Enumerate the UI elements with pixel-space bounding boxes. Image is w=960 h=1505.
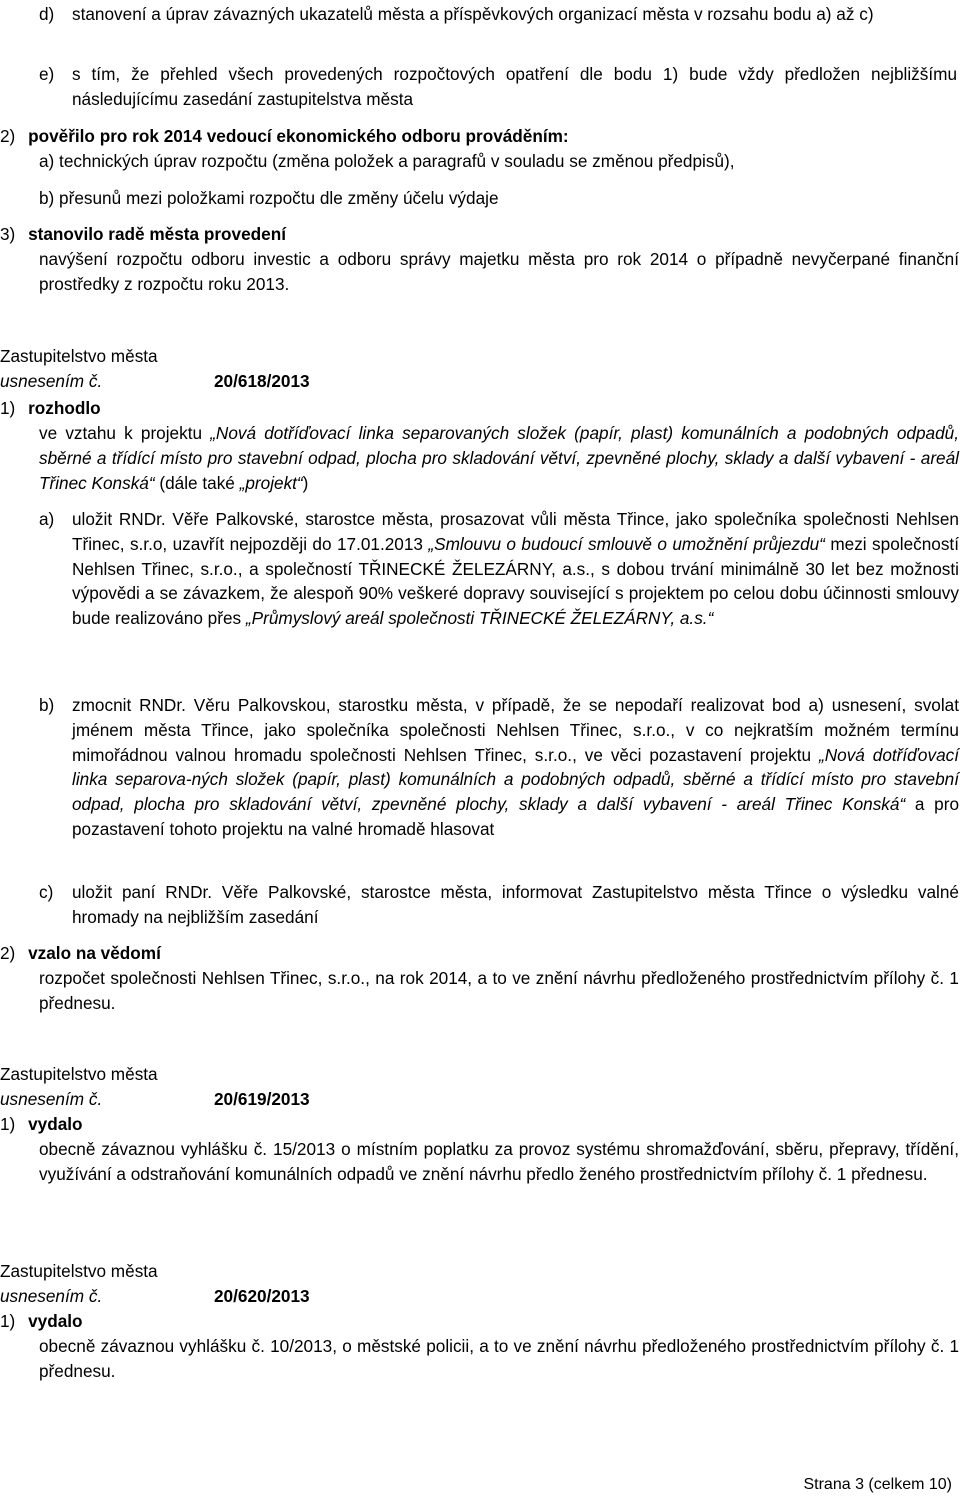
project-name: „Nová dotříďovací linka separovaných složek (papír, plast) komunálních a podobných odpadů, sběrné a třídící místo pro stavební odpad, plocha pro skladování větví, zpevněné plochy, sklady a další vybavení - areál Třinec Konská“: [39, 423, 959, 493]
res618-point-2: [0, 941, 161, 966]
item-label: b): [39, 695, 55, 715]
item-e: e) s tím, že přehled všech provedených rozpočtových opatření dle bodu 1) bude vždy předložen nejbližšímu následujícímu zasedání zastupitelstva města: [39, 64, 957, 109]
point-number: 1): [0, 1311, 16, 1331]
point-heading: vydalo: [28, 1311, 83, 1331]
res620-point-1: [0, 1309, 83, 1334]
res618-point-2-body: rozpočet společnosti Nehlsen Třinec, s.r.o., na rok 2014, a to ve znění návrhu předloženého prostřednictvím přílohy č. 1 přednesu.: [39, 968, 959, 1013]
res618-point-1-body: [39, 421, 959, 495]
resolution-label: usnesením č.: [0, 1089, 103, 1109]
point-heading: pověřilo pro rok 2014 vedoucí ekonomického odboru prováděním:: [28, 126, 569, 146]
item-b-text: [72, 693, 959, 842]
text-run: mezi společností Nehlsen Třinec, s.r.o., a společností TŘINECKÉ ŽELEZÁRNY, a.s., s dobou trvání minimálně 30 let bez možnosti výpovědi a se závazkem, že alespoň 90% veškeré dopravy související s projektem po celou dobu účinnosti smlouvy bude realizováno přes: [72, 533, 959, 629]
point-heading: stanovilo radě města provedení: [28, 224, 286, 244]
prev-point-3: [0, 222, 958, 247]
text-run: a pro pozastavení tohoto projektu na valné hromadě hlasovat: [72, 794, 960, 839]
item-e-text: s tím, že přehled všech provedených rozpočtových opatření dle bodu 1) bude vždy předložen nejbližšímu následujícímu zasedání zastupitelstva města: [72, 64, 957, 109]
point-number: 2): [0, 126, 16, 146]
item-c-text: uložit paní RNDr. Věře Palkovské, starostce města, informovat Zastupitelstvo města Třince o výsledku valné hromady na nejbližším zasedání: [72, 882, 959, 927]
item-label: a): [39, 509, 55, 529]
res618-item-c: [39, 880, 959, 930]
resolution-label: usnesením č.: [0, 1286, 103, 1306]
council-name: Zastupitelstvo města: [0, 1064, 158, 1084]
resolution-number: 20/618/2013: [214, 371, 310, 391]
point-heading: vydalo: [28, 1114, 83, 1134]
resolution-number: 20/620/2013: [214, 1286, 310, 1306]
contract-name: „Smlouvu o budoucí smlouvě o umožnění průjezdu“: [428, 533, 825, 554]
prev-point-2-a: a) technických úprav rozpočtu (změna položek a paragrafů v souladu se změnou předpisů),: [39, 151, 735, 171]
point-number: 1): [0, 1114, 16, 1134]
text-run: ): [302, 472, 309, 493]
prev-point-2-b: b) přesunů mezi položkami rozpočtu dle změny účelu výdaje: [39, 188, 499, 208]
res619-point-1-body: obecně závaznou vyhlášku č. 15/2013 o místním poplatku za provoz systému shromažďování, sběru, přepravy, třídění, využívání a odstraňování komunálních odpadů ve znění návrhu předlo ženého prostřednictvím přílohy č. 1 přednesu.: [39, 1139, 959, 1184]
res620-point-1-body: obecně závaznou vyhlášku č. 10/2013, o městské policii, a to ve znění návrhu předloženého prostřednictvím přílohy č. 1 přednesu.: [39, 1336, 959, 1381]
project-name: „Nová dotříďovací linka separova-ných složek (papír, plast) komunálních a podobných odpadů, sběrné a třídící místo pro stavební odpad, plocha pro skladování větví, zpevněné plochy, sklady a další vybavení - areál Třinec Konská“: [72, 744, 959, 815]
prev-point-2: [0, 124, 958, 149]
res619-point-1: [0, 1112, 83, 1137]
point-heading: vzalo na vědomí: [28, 943, 161, 963]
text-run: ve vztahu k projektu: [39, 423, 211, 443]
project-alias: „projekt“: [239, 472, 303, 493]
prev-point-3-body: navýšení rozpočtu odboru investic a odboru správy majetku města pro rok 2014 o případně nevyčerpané finanční prostředky z rozpočtu roku 2013.: [39, 249, 959, 294]
item-label: c): [39, 882, 54, 902]
res618-item-b: [39, 693, 959, 842]
point-number: 3): [0, 224, 16, 244]
council-name: Zastupitelstvo města: [0, 346, 158, 366]
point-number: 2): [0, 943, 16, 963]
item-d-text: stanovení a úprav závazných ukazatelů města a příspěvkových organizací města v rozsahu bodu a) až c): [72, 4, 874, 24]
res618-item-a: [39, 507, 959, 631]
resolution-label: usnesením č.: [0, 371, 103, 391]
point-number: 1): [0, 398, 16, 418]
area-name: „Průmyslový areál společnosti TŘINECKÉ ŽELEZÁRNY, a.s.“: [245, 608, 714, 629]
resolution-number: 20/619/2013: [214, 1089, 310, 1109]
council-name: Zastupitelstvo města: [0, 1261, 158, 1281]
res618-point-1: [0, 396, 101, 421]
text-run: (dále také: [154, 472, 240, 493]
point-heading: rozhodlo: [28, 398, 101, 418]
text-run: zmocnit RNDr. Věru Palkovskou, starostku města, v případě, že se nepodaří realizovat bod a) usnesení, svolat jménem města Třince, jako společníka společnosti Nehlsen Třinec, s.r.o., v co nejkratším možném termínu mimořádnou valnou hromadu společnosti Nehlsen Třinec, s.r.o., ve věci pozastavení projektu: [72, 695, 959, 765]
text-run: uložit RNDr. Věře Palkovské, starostce města, prosazovat vůli města Třince, jako společníka společnosti Nehlsen Třinec, s.r.o, uzavřít nejpozději do 17.01.2013: [72, 509, 959, 554]
item-d: d) stanovení a úprav závazných ukazatelů města a příspěvkových organizací města v rozsahu bodu a) až c): [39, 4, 874, 24]
page-footer: Strana 3 (celkem 10): [803, 1476, 952, 1493]
item-a-text: [72, 507, 959, 631]
